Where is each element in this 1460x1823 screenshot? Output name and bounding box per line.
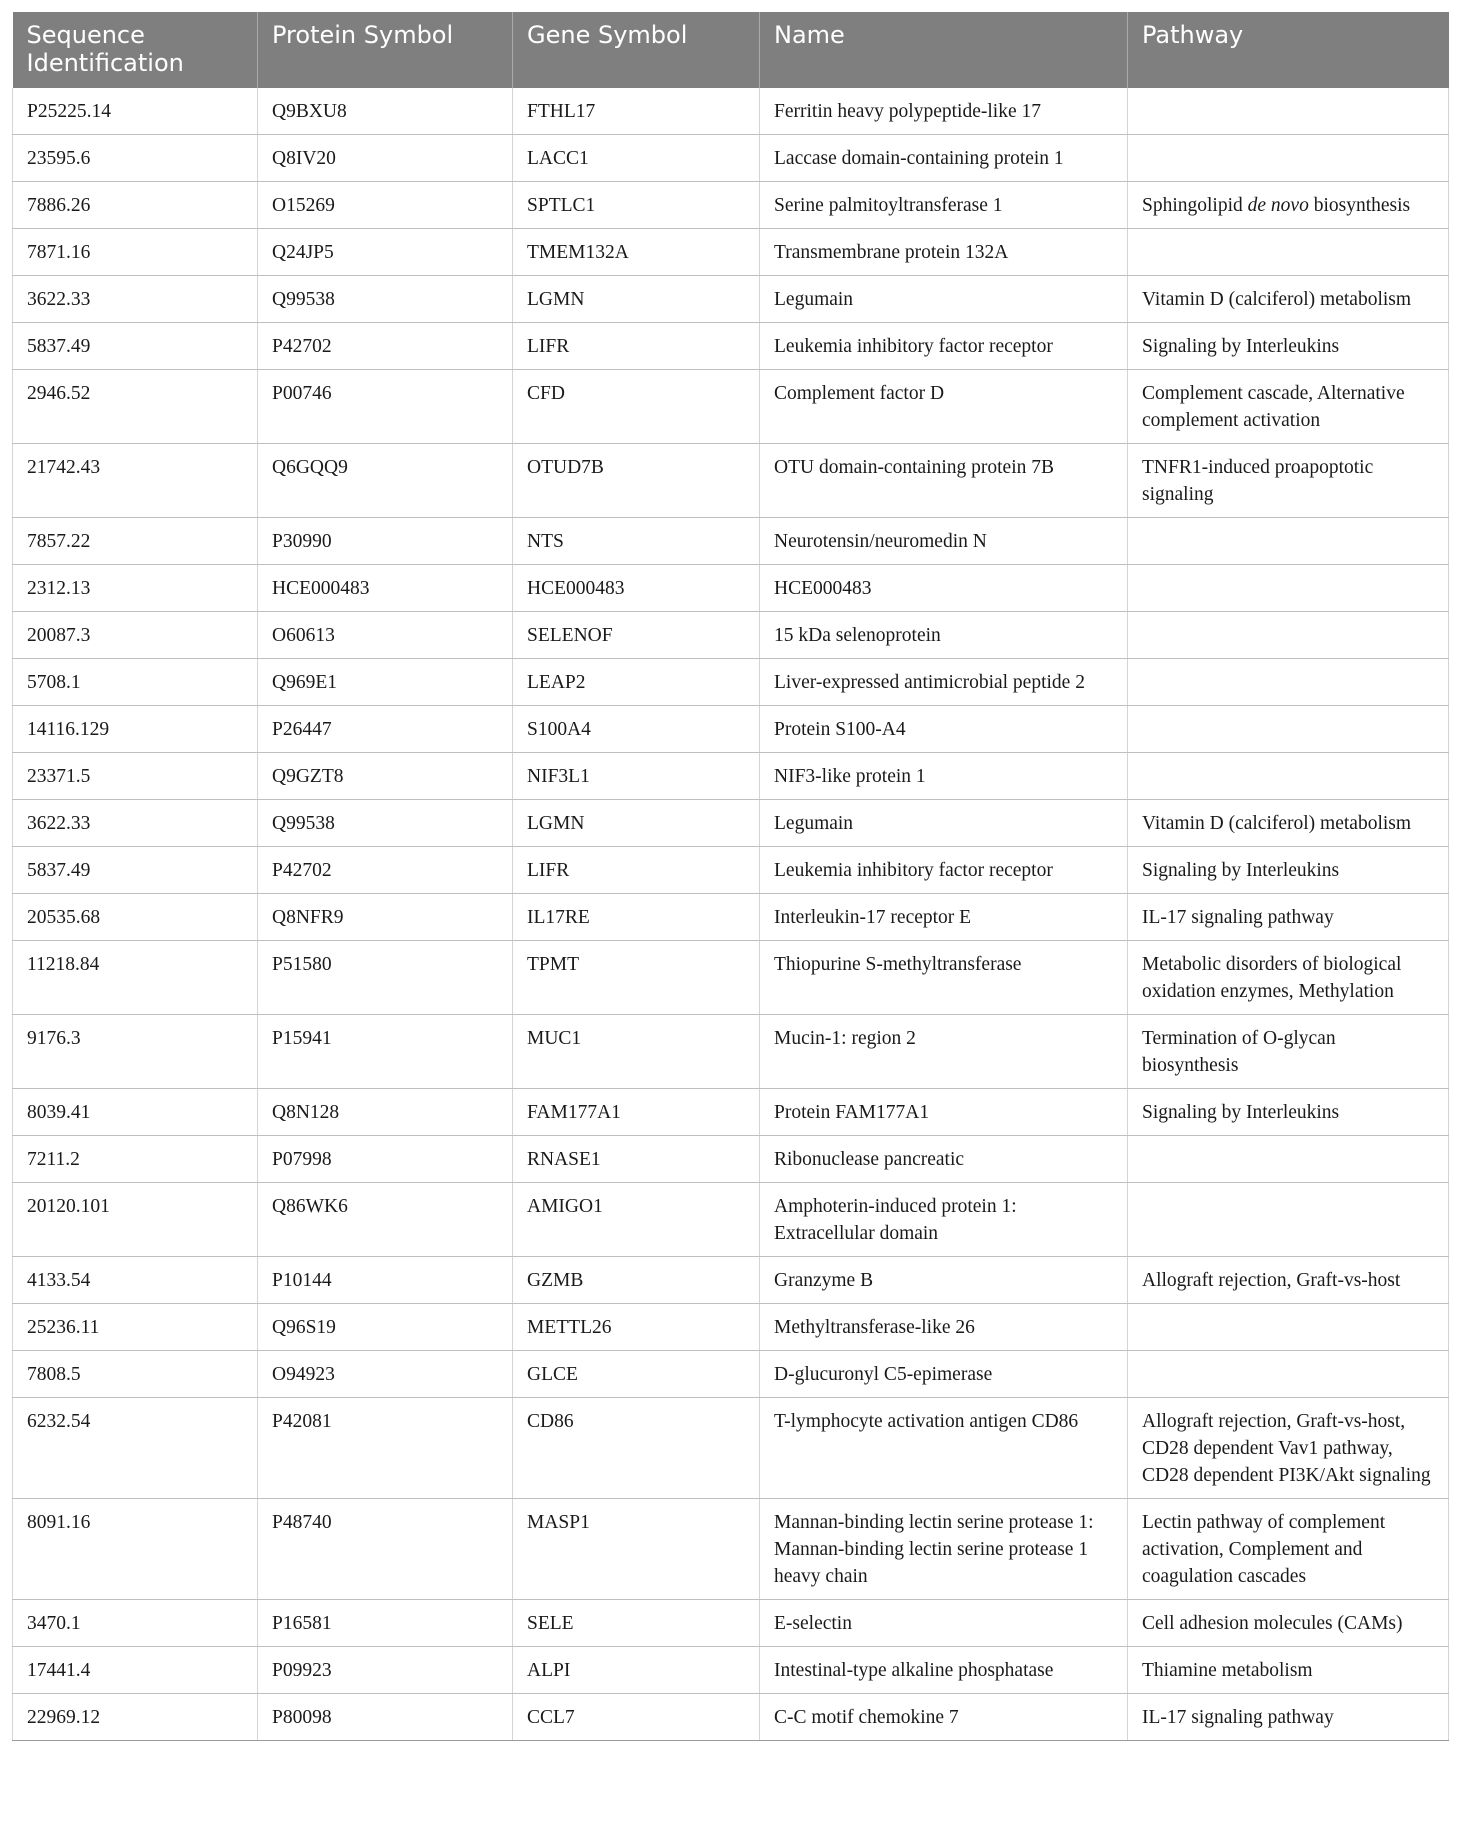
gene-symbol-cell: TMEM132A (513, 229, 760, 276)
pathway-cell (1128, 612, 1449, 659)
pathway-cell (1128, 659, 1449, 706)
protein-symbol-cell: P42702 (258, 323, 513, 370)
gene-symbol-cell: LIFR (513, 323, 760, 370)
pathway-cell (1128, 518, 1449, 565)
sequence-id-cell: 22969.12 (13, 1694, 258, 1741)
protein-symbol-cell: P48740 (258, 1499, 513, 1600)
sequence-id-cell: 7857.22 (13, 518, 258, 565)
name-cell: Intestinal-type alkaline phosphatase (760, 1647, 1128, 1694)
pathway-cell (1128, 706, 1449, 753)
gene-symbol-cell: MASP1 (513, 1499, 760, 1600)
gene-symbol-cell: ALPI (513, 1647, 760, 1694)
name-cell: Liver-expressed antimicrobial peptide 2 (760, 659, 1128, 706)
name-cell: Neurotensin/neuromedin N (760, 518, 1128, 565)
name-cell: Legumain (760, 276, 1128, 323)
sequence-id-cell: 23595.6 (13, 135, 258, 182)
pathway-cell: TNFR1-induced proapoptotic signaling (1128, 444, 1449, 518)
table-row (13, 800, 1449, 847)
gene-symbol-cell: NTS (513, 518, 760, 565)
sequence-id-cell: 7808.5 (13, 1351, 258, 1398)
gene-symbol-cell: CD86 (513, 1398, 760, 1499)
pathway-cell: Sphingolipid de novo biosynthesis (1128, 182, 1449, 229)
name-cell: Leukemia inhibitory factor receptor (760, 847, 1128, 894)
table-row (13, 1183, 1449, 1257)
table-row (13, 706, 1449, 753)
table-row (13, 1351, 1449, 1398)
gene-symbol-cell: NIF3L1 (513, 753, 760, 800)
protein-symbol-cell: Q99538 (258, 276, 513, 323)
sequence-id-cell: 7211.2 (13, 1136, 258, 1183)
pathway-cell: Complement cascade, Alternative complement activation (1128, 370, 1449, 444)
table-row (13, 1647, 1449, 1694)
sequence-id-cell: 20120.101 (13, 1183, 258, 1257)
gene-symbol-cell: LIFR (513, 847, 760, 894)
protein-symbol-cell: P16581 (258, 1600, 513, 1647)
protein-symbol-cell: Q99538 (258, 800, 513, 847)
gene-symbol-cell: METTL26 (513, 1304, 760, 1351)
name-cell: C-C motif chemokine 7 (760, 1694, 1128, 1741)
pathway-cell (1128, 88, 1449, 135)
sequence-id-cell: 9176.3 (13, 1015, 258, 1089)
gene-symbol-cell: LGMN (513, 276, 760, 323)
protein-symbol-cell: Q8N128 (258, 1089, 513, 1136)
pathway-cell: Vitamin D (calciferol) metabolism (1128, 800, 1449, 847)
protein-symbol-cell: P51580 (258, 941, 513, 1015)
sequence-id-cell: 5708.1 (13, 659, 258, 706)
table-row (13, 276, 1449, 323)
name-cell: OTU domain-containing protein 7B (760, 444, 1128, 518)
protein-symbol-cell: P42081 (258, 1398, 513, 1499)
sequence-id-cell: 2946.52 (13, 370, 258, 444)
name-cell: Protein S100-A4 (760, 706, 1128, 753)
name-cell: Ribonuclease pancreatic (760, 1136, 1128, 1183)
name-cell: Complement factor D (760, 370, 1128, 444)
gene-symbol-cell: GLCE (513, 1351, 760, 1398)
sequence-id-cell: 8039.41 (13, 1089, 258, 1136)
name-cell: Mannan-binding lectin serine protease 1: Mannan-binding lectin serine protease 1 heavy chain (760, 1499, 1128, 1600)
header-row (13, 12, 1449, 88)
table-row (13, 894, 1449, 941)
name-cell: D-glucuronyl C5-epimerase (760, 1351, 1128, 1398)
pathway-cell: Cell adhesion molecules (CAMs) (1128, 1600, 1449, 1647)
header-gene-symbol: Gene Symbol (513, 12, 760, 88)
name-cell: HCE000483 (760, 565, 1128, 612)
gene-symbol-cell: S100A4 (513, 706, 760, 753)
name-cell: 15 kDa selenoprotein (760, 612, 1128, 659)
protein-symbol-cell: Q9BXU8 (258, 88, 513, 135)
name-cell: Leukemia inhibitory factor receptor (760, 323, 1128, 370)
table-row (13, 1089, 1449, 1136)
table-row (13, 612, 1449, 659)
table-row (13, 1600, 1449, 1647)
name-cell: Ferritin heavy polypeptide-like 17 (760, 88, 1128, 135)
pathway-cell: Vitamin D (calciferol) metabolism (1128, 276, 1449, 323)
pathway-cell: Termination of O-glycan biosynthesis (1128, 1015, 1449, 1089)
pathway-cell (1128, 229, 1449, 276)
header-protein-symbol: Protein Symbol (258, 12, 513, 88)
table-row (13, 941, 1449, 1015)
protein-symbol-cell: P09923 (258, 1647, 513, 1694)
table-row (13, 1015, 1449, 1089)
protein-symbol-cell: P10144 (258, 1257, 513, 1304)
table-row (13, 565, 1449, 612)
sequence-id-cell: 5837.49 (13, 847, 258, 894)
pathway-cell (1128, 1351, 1449, 1398)
name-cell: NIF3-like protein 1 (760, 753, 1128, 800)
table-row (13, 182, 1449, 229)
header-pathway: Pathway (1128, 12, 1449, 88)
sequence-id-cell: P25225.14 (13, 88, 258, 135)
pathway-cell: Thiamine metabolism (1128, 1647, 1449, 1694)
name-cell: Thiopurine S-methyltransferase (760, 941, 1128, 1015)
protein-table (12, 12, 1449, 1741)
table-row (13, 135, 1449, 182)
sequence-id-cell: 7871.16 (13, 229, 258, 276)
gene-symbol-cell: LEAP2 (513, 659, 760, 706)
sequence-id-cell: 25236.11 (13, 1304, 258, 1351)
gene-symbol-cell: FAM177A1 (513, 1089, 760, 1136)
pathway-cell (1128, 565, 1449, 612)
pathway-cell: Signaling by Interleukins (1128, 323, 1449, 370)
pathway-cell: Metabolic disorders of biological oxidation enzymes, Methylation (1128, 941, 1449, 1015)
table-row (13, 1499, 1449, 1600)
pathway-cell (1128, 1304, 1449, 1351)
sequence-id-cell: 2312.13 (13, 565, 258, 612)
gene-symbol-cell: IL17RE (513, 894, 760, 941)
pathway-cell (1128, 1136, 1449, 1183)
protein-symbol-cell: O15269 (258, 182, 513, 229)
protein-symbol-cell: Q8NFR9 (258, 894, 513, 941)
protein-symbol-cell: P80098 (258, 1694, 513, 1741)
pathway-cell: IL-17 signaling pathway (1128, 894, 1449, 941)
gene-symbol-cell: SELE (513, 1600, 760, 1647)
name-cell: Protein FAM177A1 (760, 1089, 1128, 1136)
name-cell: Methyltransferase-like 26 (760, 1304, 1128, 1351)
gene-symbol-cell: CCL7 (513, 1694, 760, 1741)
pathway-cell: IL-17 signaling pathway (1128, 1694, 1449, 1741)
sequence-id-cell: 14116.129 (13, 706, 258, 753)
gene-symbol-cell: GZMB (513, 1257, 760, 1304)
name-cell: Laccase domain-containing protein 1 (760, 135, 1128, 182)
sequence-id-cell: 6232.54 (13, 1398, 258, 1499)
sequence-id-cell: 11218.84 (13, 941, 258, 1015)
table-row (13, 370, 1449, 444)
sequence-id-cell: 3470.1 (13, 1600, 258, 1647)
table-row (13, 847, 1449, 894)
pathway-cell: Allograft rejection, Graft-vs-host (1128, 1257, 1449, 1304)
protein-symbol-cell: P15941 (258, 1015, 513, 1089)
table-row (13, 659, 1449, 706)
table-row (13, 88, 1449, 135)
name-cell: Interleukin-17 receptor E (760, 894, 1128, 941)
sequence-id-cell: 3622.33 (13, 800, 258, 847)
gene-symbol-cell: MUC1 (513, 1015, 760, 1089)
pathway-cell (1128, 135, 1449, 182)
table-row (13, 1694, 1449, 1741)
table-row (13, 518, 1449, 565)
table-row (13, 1136, 1449, 1183)
table-body (13, 88, 1449, 1741)
protein-symbol-cell: P00746 (258, 370, 513, 444)
protein-symbol-cell: Q86WK6 (258, 1183, 513, 1257)
pathway-cell (1128, 753, 1449, 800)
sequence-id-cell: 4133.54 (13, 1257, 258, 1304)
sequence-id-cell: 20087.3 (13, 612, 258, 659)
table-row (13, 1304, 1449, 1351)
name-cell: Amphoterin-induced protein 1: Extracellular domain (760, 1183, 1128, 1257)
gene-symbol-cell: OTUD7B (513, 444, 760, 518)
header-sequence-identification: Sequence Identification (13, 12, 258, 88)
gene-symbol-cell: RNASE1 (513, 1136, 760, 1183)
gene-symbol-cell: SELENOF (513, 612, 760, 659)
protein-symbol-cell: Q6GQQ9 (258, 444, 513, 518)
name-cell: Mucin-1: region 2 (760, 1015, 1128, 1089)
name-cell: Legumain (760, 800, 1128, 847)
name-cell: E-selectin (760, 1600, 1128, 1647)
protein-symbol-cell: O60613 (258, 612, 513, 659)
pathway-cell: Lectin pathway of complement activation, Complement and coagulation cascades (1128, 1499, 1449, 1600)
sequence-id-cell: 7886.26 (13, 182, 258, 229)
protein-symbol-cell: P30990 (258, 518, 513, 565)
header-name: Name (760, 12, 1128, 88)
name-cell: Transmembrane protein 132A (760, 229, 1128, 276)
gene-symbol-cell: LACC1 (513, 135, 760, 182)
pathway-cell (1128, 1183, 1449, 1257)
table-row (13, 444, 1449, 518)
protein-symbol-cell: Q96S19 (258, 1304, 513, 1351)
gene-symbol-cell: CFD (513, 370, 760, 444)
table-row (13, 1398, 1449, 1499)
name-cell: T-lymphocyte activation antigen CD86 (760, 1398, 1128, 1499)
gene-symbol-cell: TPMT (513, 941, 760, 1015)
pathway-cell: Signaling by Interleukins (1128, 1089, 1449, 1136)
table-container (12, 12, 1448, 1741)
protein-symbol-cell: Q8IV20 (258, 135, 513, 182)
protein-symbol-cell: HCE000483 (258, 565, 513, 612)
protein-symbol-cell: O94923 (258, 1351, 513, 1398)
protein-symbol-cell: P42702 (258, 847, 513, 894)
sequence-id-cell: 20535.68 (13, 894, 258, 941)
sequence-id-cell: 3622.33 (13, 276, 258, 323)
name-cell: Granzyme B (760, 1257, 1128, 1304)
protein-symbol-cell: Q9GZT8 (258, 753, 513, 800)
protein-symbol-cell: Q24JP5 (258, 229, 513, 276)
gene-symbol-cell: AMIGO1 (513, 1183, 760, 1257)
gene-symbol-cell: LGMN (513, 800, 760, 847)
protein-symbol-cell: Q969E1 (258, 659, 513, 706)
table-header (13, 12, 1449, 88)
sequence-id-cell: 8091.16 (13, 1499, 258, 1600)
sequence-id-cell: 17441.4 (13, 1647, 258, 1694)
gene-symbol-cell: SPTLC1 (513, 182, 760, 229)
protein-symbol-cell: P07998 (258, 1136, 513, 1183)
table-row (13, 1257, 1449, 1304)
pathway-cell: Signaling by Interleukins (1128, 847, 1449, 894)
protein-symbol-cell: P26447 (258, 706, 513, 753)
name-cell: Serine palmitoyltransferase 1 (760, 182, 1128, 229)
pathway-cell: Allograft rejection, Graft-vs-host, CD28 dependent Vav1 pathway, CD28 dependent PI3K/Akt signaling (1128, 1398, 1449, 1499)
sequence-id-cell: 21742.43 (13, 444, 258, 518)
gene-symbol-cell: FTHL17 (513, 88, 760, 135)
table-row (13, 753, 1449, 800)
sequence-id-cell: 5837.49 (13, 323, 258, 370)
table-row (13, 323, 1449, 370)
gene-symbol-cell: HCE000483 (513, 565, 760, 612)
sequence-id-cell: 23371.5 (13, 753, 258, 800)
table-row (13, 229, 1449, 276)
